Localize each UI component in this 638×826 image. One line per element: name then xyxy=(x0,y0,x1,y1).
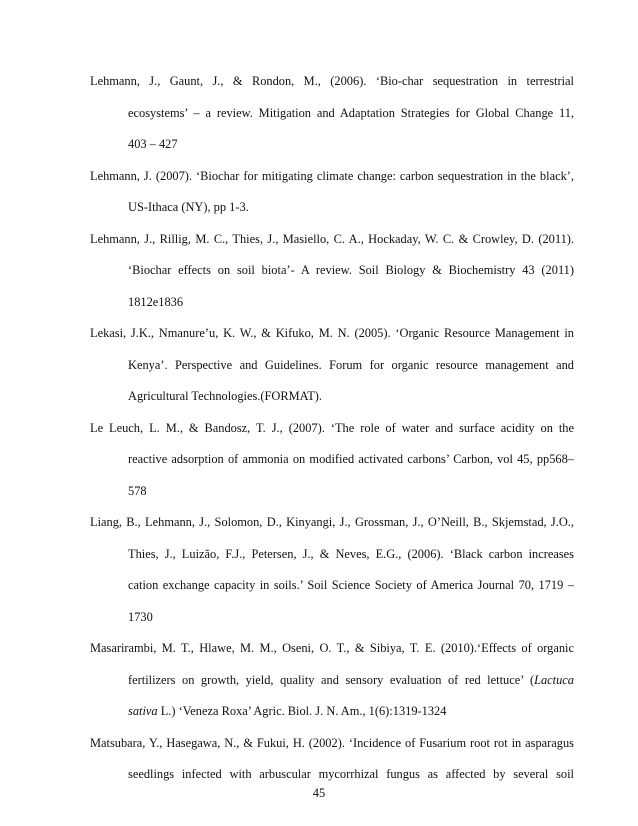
ref-7-line-1: Masarirambi, M. T., Hlawe, M. M., Oseni, O. T., & Sibiya, T. E. (2010).‘Effects of organic xyxy=(90,641,574,655)
ref-8-line-1: Matsubara, Y., Hasegawa, N., & Fukui, H. (2002). ‘Incidence of Fusarium root rot in asparagus xyxy=(90,736,574,750)
ref-2-line-1: Lehmann, J. (2007). ‘Biochar for mitigating climate change: carbon sequestration in the black’, xyxy=(90,169,574,183)
ref-1-line-2: ecosystems’ – a review. Mitigation and Adaptation Strategies for Global Change 11, xyxy=(128,106,574,120)
ref-7-line-2 xyxy=(128,672,574,688)
ref-7-line-2-text: fertilizers on growth, yield, quality and sensory evaluation of red lettuce’ ( xyxy=(128,673,535,687)
ref-6-line-2: Thies, J., Luizão, F.J., Petersen, J., & Neves, E.G., (2006). ‘Black carbon increases xyxy=(128,547,574,561)
ref-6-line-3: cation exchange capacity in soils.’ Soil Science Society of America Journal 70, 1719 – xyxy=(128,578,574,592)
ref-5-line-1: Le Leuch, L. M., & Bandosz, T. J., (2007). ‘The role of water and surface acidity on the xyxy=(90,421,574,435)
ref-5-line-3: 578 xyxy=(128,484,147,498)
ref-7-line-3 xyxy=(128,703,446,719)
ref-1-line-3: 403 – 427 xyxy=(128,137,178,151)
ref-5-line-2: reactive adsorption of ammonia on modified activated carbons’ Carbon, vol 45, pp568– xyxy=(128,452,574,466)
page-number: 45 xyxy=(312,786,326,800)
ref-6-line-1: Liang, B., Lehmann, J., Solomon, D., Kinyangi, J., Grossman, J., O’Neill, B., Skjemstad, J.O., xyxy=(90,515,574,529)
ref-8-line-2: seedlings infected with arbuscular mycorrhizal fungus as affected by several soil xyxy=(128,767,574,781)
ref-1-line-1: Lehmann, J., Gaunt, J., & Rondon, M., (2006). ‘Bio-char sequestration in terrestrial xyxy=(90,74,574,88)
ref-4-line-1: Lekasi, J.K., Nmanure’u, K. W., & Kifuko, M. N. (2005). ‘Organic Resource Management in xyxy=(90,326,574,340)
ref-3-line-1: Lehmann, J., Rillig, M. C., Thies, J., Masiello, C. A., Hockaday, W. C. & Crowley, D. (2011). xyxy=(90,232,574,246)
ref-2-line-2: US-Ithaca (NY), pp 1-3. xyxy=(128,200,249,214)
ref-3-line-2: ‘Biochar effects on soil biota’- A review. Soil Biology & Biochemistry 43 (2011) xyxy=(128,263,574,277)
ref-4-line-3: Agricultural Technologies.(FORMAT). xyxy=(128,389,323,403)
ref-3-line-3: 1812e1836 xyxy=(128,295,184,309)
ref-7-genus: Lactuca xyxy=(534,673,574,687)
ref-4-line-2: Kenya’. Perspective and Guidelines. Forum for organic resource management and xyxy=(128,358,574,372)
ref-7-line-3-text: L.) ‘Veneza Roxa’ Agric. Biol. J. N. Am., 1(6):1319-1324 xyxy=(157,704,447,718)
ref-6-line-4: 1730 xyxy=(128,610,153,624)
ref-7-species: sativa xyxy=(128,704,158,718)
